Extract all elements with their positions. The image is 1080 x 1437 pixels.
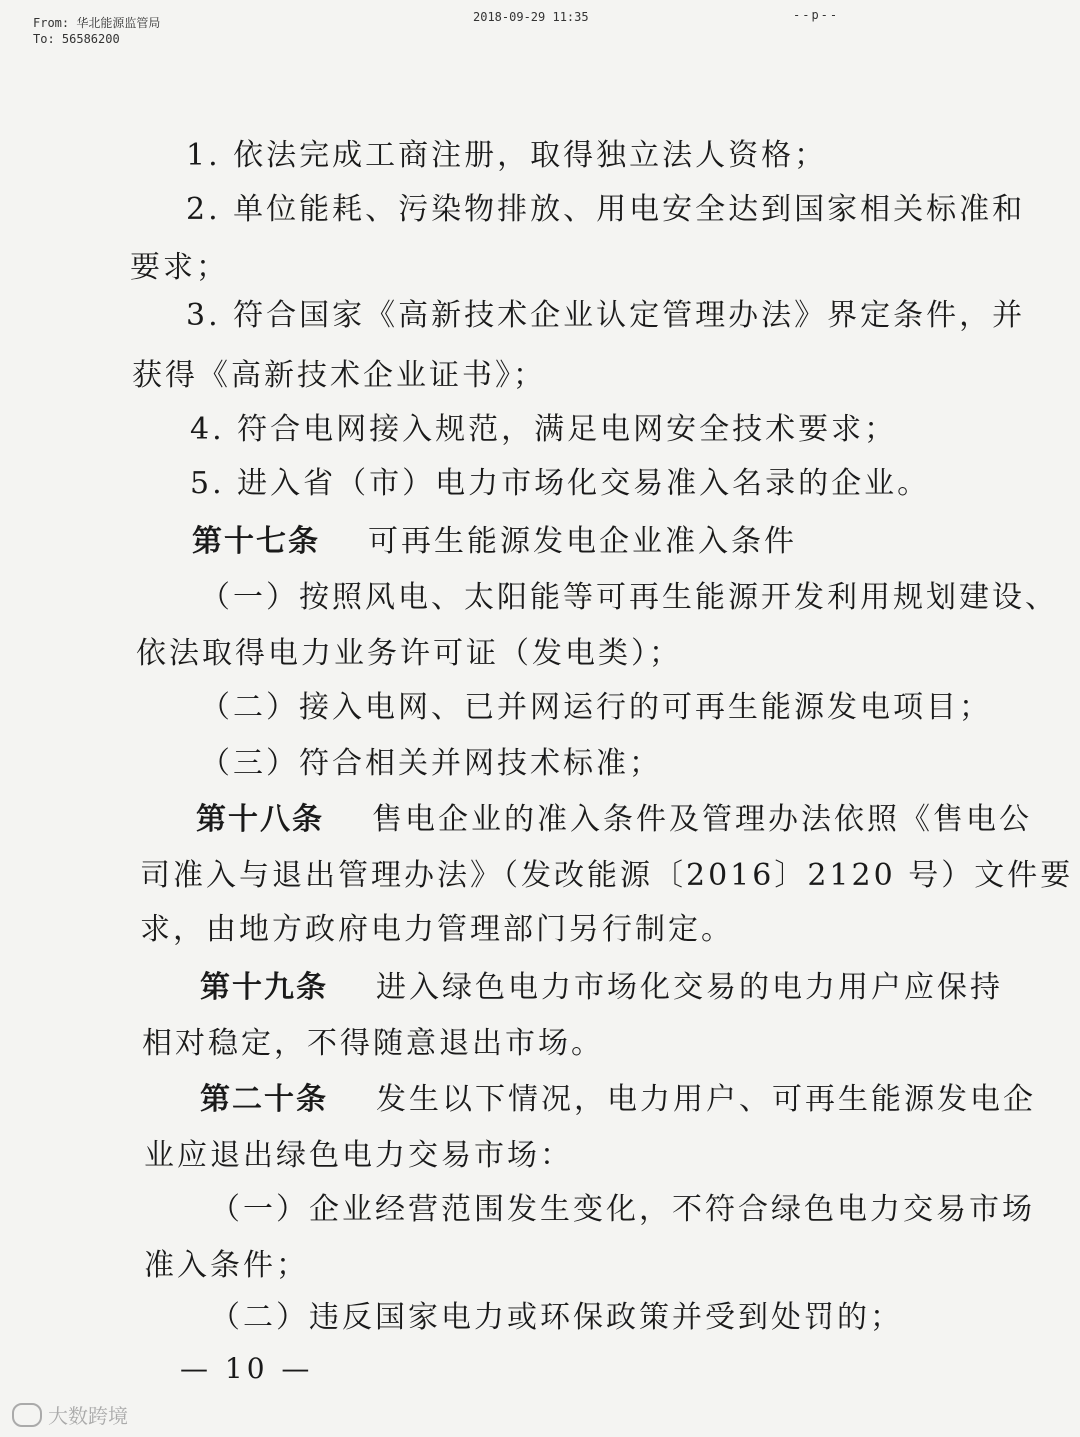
a20-item-1-cont: 准入条件； <box>144 1248 309 1283</box>
item-2-cont: 要求； <box>130 250 229 285</box>
item-1: 1. 依法完成工商注册，取得独立法人资格； <box>186 138 828 173</box>
article-19-text: 进入绿色电力市场化交易的电力用户应保持 <box>376 970 1003 1005</box>
article-20 <box>200 1080 1036 1120</box>
fax-page-marker: --p-- <box>793 8 840 22</box>
a20-item-2: （二）违反国家电力或环保政策并受到处罚的； <box>210 1300 903 1335</box>
item-5: 5. 进入省（市）电力市场化交易准入名录的企业。 <box>190 466 931 501</box>
article-17-text: 可再生能源发电企业准入条件 <box>368 524 797 559</box>
a17-item-1: （一）按照风电、太阳能等可再生能源开发利用规划建设、 <box>200 580 1058 615</box>
watermark-logo-icon <box>12 1403 42 1427</box>
a17-item-3: （三）符合相关并网技术标准； <box>200 746 662 781</box>
item-3: 3. 符合国家《高新技术企业认定管理办法》界定条件，并 <box>186 298 1026 333</box>
item-4: 4. 符合电网接入规范，满足电网安全技术要求； <box>190 412 898 447</box>
article-20-text: 发生以下情况，电力用户、可再生能源发电企 <box>376 1082 1036 1117</box>
fax-to: To: 56586200 <box>33 32 120 46</box>
watermark-text: 大数跨境 <box>48 1404 128 1428</box>
a17-item-2: （二）接入电网、已并网运行的可再生能源发电项目； <box>200 690 992 725</box>
article-18-cont-2: 求，由地方政府电力管理部门另行制定。 <box>140 912 734 947</box>
item-2: 2. 单位能耗、污染物排放、用电安全达到国家相关标准和 <box>186 192 1026 227</box>
page-number: — 10 — <box>180 1352 314 1385</box>
fax-from: From: 华北能源监管局 <box>33 16 161 30</box>
fax-timestamp: 2018-09-29 11:35 <box>473 10 589 24</box>
a17-item-1-cont: 依法取得电力业务许可证（发电类）； <box>136 636 682 671</box>
fax-header <box>33 10 1053 54</box>
a20-item-1: （一）企业经营范围发生变化，不符合绿色电力交易市场 <box>210 1192 1035 1227</box>
article-18-cont-1: 司准入与退出管理办法》（发改能源〔2016〕2120 号）文件要 <box>140 858 1074 893</box>
article-20-heading: 第二十条 <box>200 1082 328 1117</box>
article-18 <box>196 800 1032 840</box>
item-3-cont: 获得《高新技术企业证书》； <box>132 358 546 393</box>
article-17 <box>192 522 797 562</box>
article-17-heading: 第十七条 <box>192 524 320 559</box>
article-19 <box>200 968 1003 1008</box>
article-18-heading: 第十八条 <box>196 802 324 837</box>
article-20-cont: 业应退出绿色电力交易市场： <box>144 1138 573 1173</box>
article-19-cont: 相对稳定，不得随意退出市场。 <box>142 1026 604 1061</box>
watermark <box>12 1400 128 1429</box>
article-19-heading: 第十九条 <box>200 970 328 1005</box>
article-18-text: 售电企业的准入条件及管理办法依照《售电公 <box>372 802 1032 837</box>
